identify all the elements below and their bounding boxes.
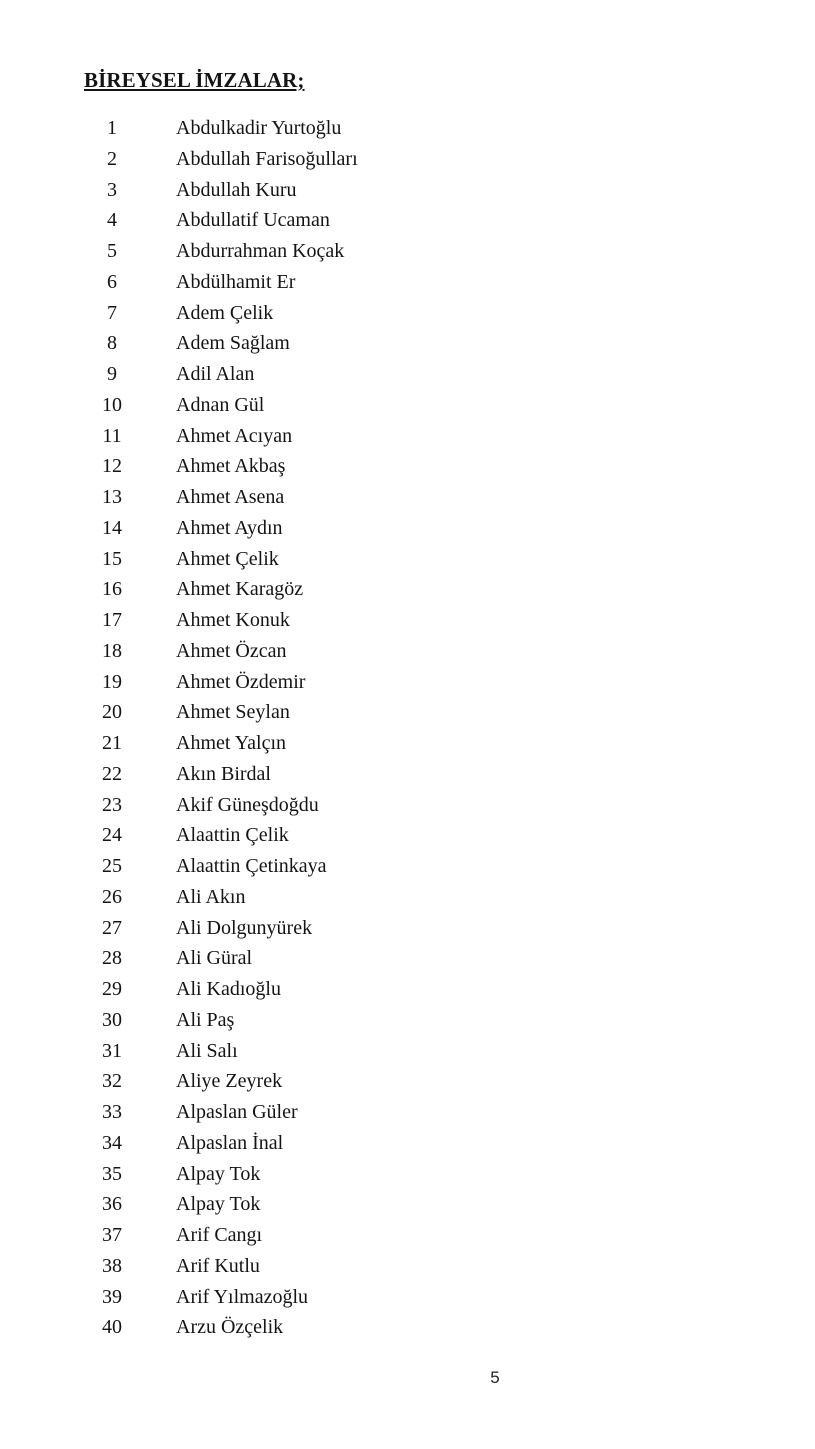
signatory-name: Ahmet Seylan <box>176 701 290 724</box>
list-item <box>0 421 815 452</box>
signatory-list <box>0 113 815 1343</box>
signatory-number: 24 <box>102 824 122 847</box>
list-item <box>0 144 815 175</box>
list-item <box>0 667 815 698</box>
signatory-name: Ahmet Acıyan <box>176 424 293 447</box>
signatory-name: Alpay Tok <box>176 1162 261 1185</box>
list-item <box>0 943 815 974</box>
list-item <box>0 728 815 759</box>
list-item <box>0 298 815 329</box>
signatory-name: Alpaslan Güler <box>176 1101 298 1123</box>
signatory-name: Ali Akın <box>176 885 246 908</box>
signatory-number: 19 <box>102 670 122 693</box>
signatory-name: Aliye Zeyrek <box>176 1070 283 1093</box>
list-item <box>0 1312 815 1343</box>
signatory-name: Alaattin Çetinkaya <box>176 855 327 877</box>
list-item <box>0 1097 815 1128</box>
signatory-name: Ahmet Konuk <box>176 609 290 631</box>
signatory-name: Alaattin Çelik <box>176 824 289 847</box>
signatory-number: 32 <box>102 1070 122 1093</box>
signatory-name: Ali Paş <box>176 1008 235 1031</box>
signatory-number: 1 <box>107 117 117 139</box>
list-item <box>0 697 815 728</box>
list-item <box>0 851 815 882</box>
signatory-number: 2 <box>107 147 117 170</box>
list-item <box>0 820 815 851</box>
signatory-name: Abdulkadir Yurtoğlu <box>176 117 342 139</box>
signatory-name: Akif Güneşdoğdu <box>176 793 319 816</box>
list-item <box>0 1036 815 1067</box>
signatory-number: 37 <box>102 1224 122 1246</box>
signatory-number: 13 <box>102 486 122 508</box>
signatory-number: 5 <box>107 240 117 262</box>
signatory-name: Alpay Tok <box>176 1193 261 1216</box>
list-item <box>0 574 815 605</box>
page-heading: BİREYSEL İMZALAR; <box>84 68 305 92</box>
signatory-number: 25 <box>102 855 122 877</box>
signatory-number: 23 <box>102 793 122 816</box>
signatory-name: Alpaslan İnal <box>176 1131 284 1154</box>
signatory-name: Ahmet Özcan <box>176 639 287 662</box>
signatory-name: Akın Birdal <box>176 762 271 785</box>
list-item <box>0 790 815 821</box>
signatory-number: 22 <box>102 762 122 785</box>
signatory-name: Ahmet Aydın <box>176 516 283 539</box>
list-item <box>0 1128 815 1159</box>
list-item <box>0 636 815 667</box>
signatory-name: Arif Cangı <box>176 1224 263 1246</box>
signatory-number: 10 <box>102 393 122 416</box>
signatory-number: 35 <box>102 1162 122 1185</box>
signatory-number: 7 <box>107 301 117 324</box>
signatory-number: 12 <box>102 455 122 478</box>
signatory-number: 39 <box>102 1285 122 1308</box>
list-item <box>0 1066 815 1097</box>
list-item <box>0 913 815 944</box>
signatory-number: 11 <box>102 424 122 447</box>
signatory-number: 29 <box>102 978 122 1000</box>
page-number: 5 <box>490 1368 500 1387</box>
signatory-number: 28 <box>102 947 122 970</box>
signatory-number: 4 <box>107 209 117 232</box>
list-item <box>0 1220 815 1251</box>
signatory-name: Ahmet Çelik <box>176 547 279 570</box>
signatory-number: 36 <box>102 1193 122 1216</box>
signatory-number: 15 <box>102 547 122 570</box>
list-item <box>0 236 815 267</box>
signatory-name: Abdurrahman Koçak <box>176 240 345 262</box>
signatory-number: 17 <box>102 609 122 631</box>
list-item <box>0 1282 815 1313</box>
signatory-name: Ahmet Asena <box>176 486 285 508</box>
list-item <box>0 974 815 1005</box>
signatory-name: Arif Yılmazoğlu <box>176 1285 309 1308</box>
signatory-name: Abdülhamit Er <box>176 270 296 293</box>
signatory-number: 30 <box>102 1008 122 1031</box>
signatory-name: Adil Alan <box>176 363 255 385</box>
signatory-name: Adnan Gül <box>176 393 265 416</box>
list-item <box>0 1251 815 1282</box>
signatory-number: 38 <box>102 1254 122 1277</box>
list-item <box>0 113 815 144</box>
signatory-name: Ali Salı <box>176 1039 238 1062</box>
signatory-number: 31 <box>102 1039 122 1062</box>
list-item <box>0 513 815 544</box>
signatory-name: Ahmet Yalçın <box>176 732 286 754</box>
signatory-name: Ali Kadıoğlu <box>176 978 281 1000</box>
signatory-name: Arif Kutlu <box>176 1254 260 1277</box>
signatory-number: 26 <box>102 885 122 908</box>
signatory-name: Ali Güral <box>176 947 253 970</box>
signatory-name: Abdullah Farisoğulları <box>176 147 358 170</box>
signatory-number: 21 <box>102 732 122 754</box>
list-item <box>0 359 815 390</box>
list-item <box>0 605 815 636</box>
list-item <box>0 267 815 298</box>
signatory-number: 16 <box>102 578 122 601</box>
list-item <box>0 451 815 482</box>
list-item <box>0 482 815 513</box>
signatory-name: Ahmet Karagöz <box>176 578 304 601</box>
signatory-number: 40 <box>102 1316 122 1339</box>
list-item <box>0 328 815 359</box>
signatory-number: 3 <box>107 178 117 201</box>
list-item <box>0 1159 815 1190</box>
list-item <box>0 205 815 236</box>
signatory-number: 14 <box>102 516 122 539</box>
signatory-number: 34 <box>102 1131 122 1154</box>
signatory-number: 18 <box>102 639 122 662</box>
list-item <box>0 1189 815 1220</box>
list-item <box>0 544 815 575</box>
signatory-number: 9 <box>107 363 117 385</box>
list-item <box>0 882 815 913</box>
signatory-number: 33 <box>102 1101 122 1123</box>
signatory-number: 27 <box>102 916 122 939</box>
signatory-name: Arzu Özçelik <box>176 1316 284 1339</box>
signatory-number: 20 <box>102 701 122 724</box>
list-item <box>0 1005 815 1036</box>
signatory-name: Ahmet Akbaş <box>176 455 286 478</box>
signatory-number: 6 <box>107 270 117 293</box>
signatory-number: 8 <box>107 332 117 355</box>
signatory-name: Ali Dolgunyürek <box>176 916 313 939</box>
signatory-name: Abdullah Kuru <box>176 178 297 201</box>
list-item <box>0 759 815 790</box>
signatory-name: Adem Çelik <box>176 301 274 324</box>
list-item <box>0 390 815 421</box>
list-item <box>0 175 815 206</box>
signatory-name: Ahmet Özdemir <box>176 670 306 693</box>
signatory-name: Abdullatif Ucaman <box>176 209 330 232</box>
signatory-name: Adem Sağlam <box>176 332 290 355</box>
